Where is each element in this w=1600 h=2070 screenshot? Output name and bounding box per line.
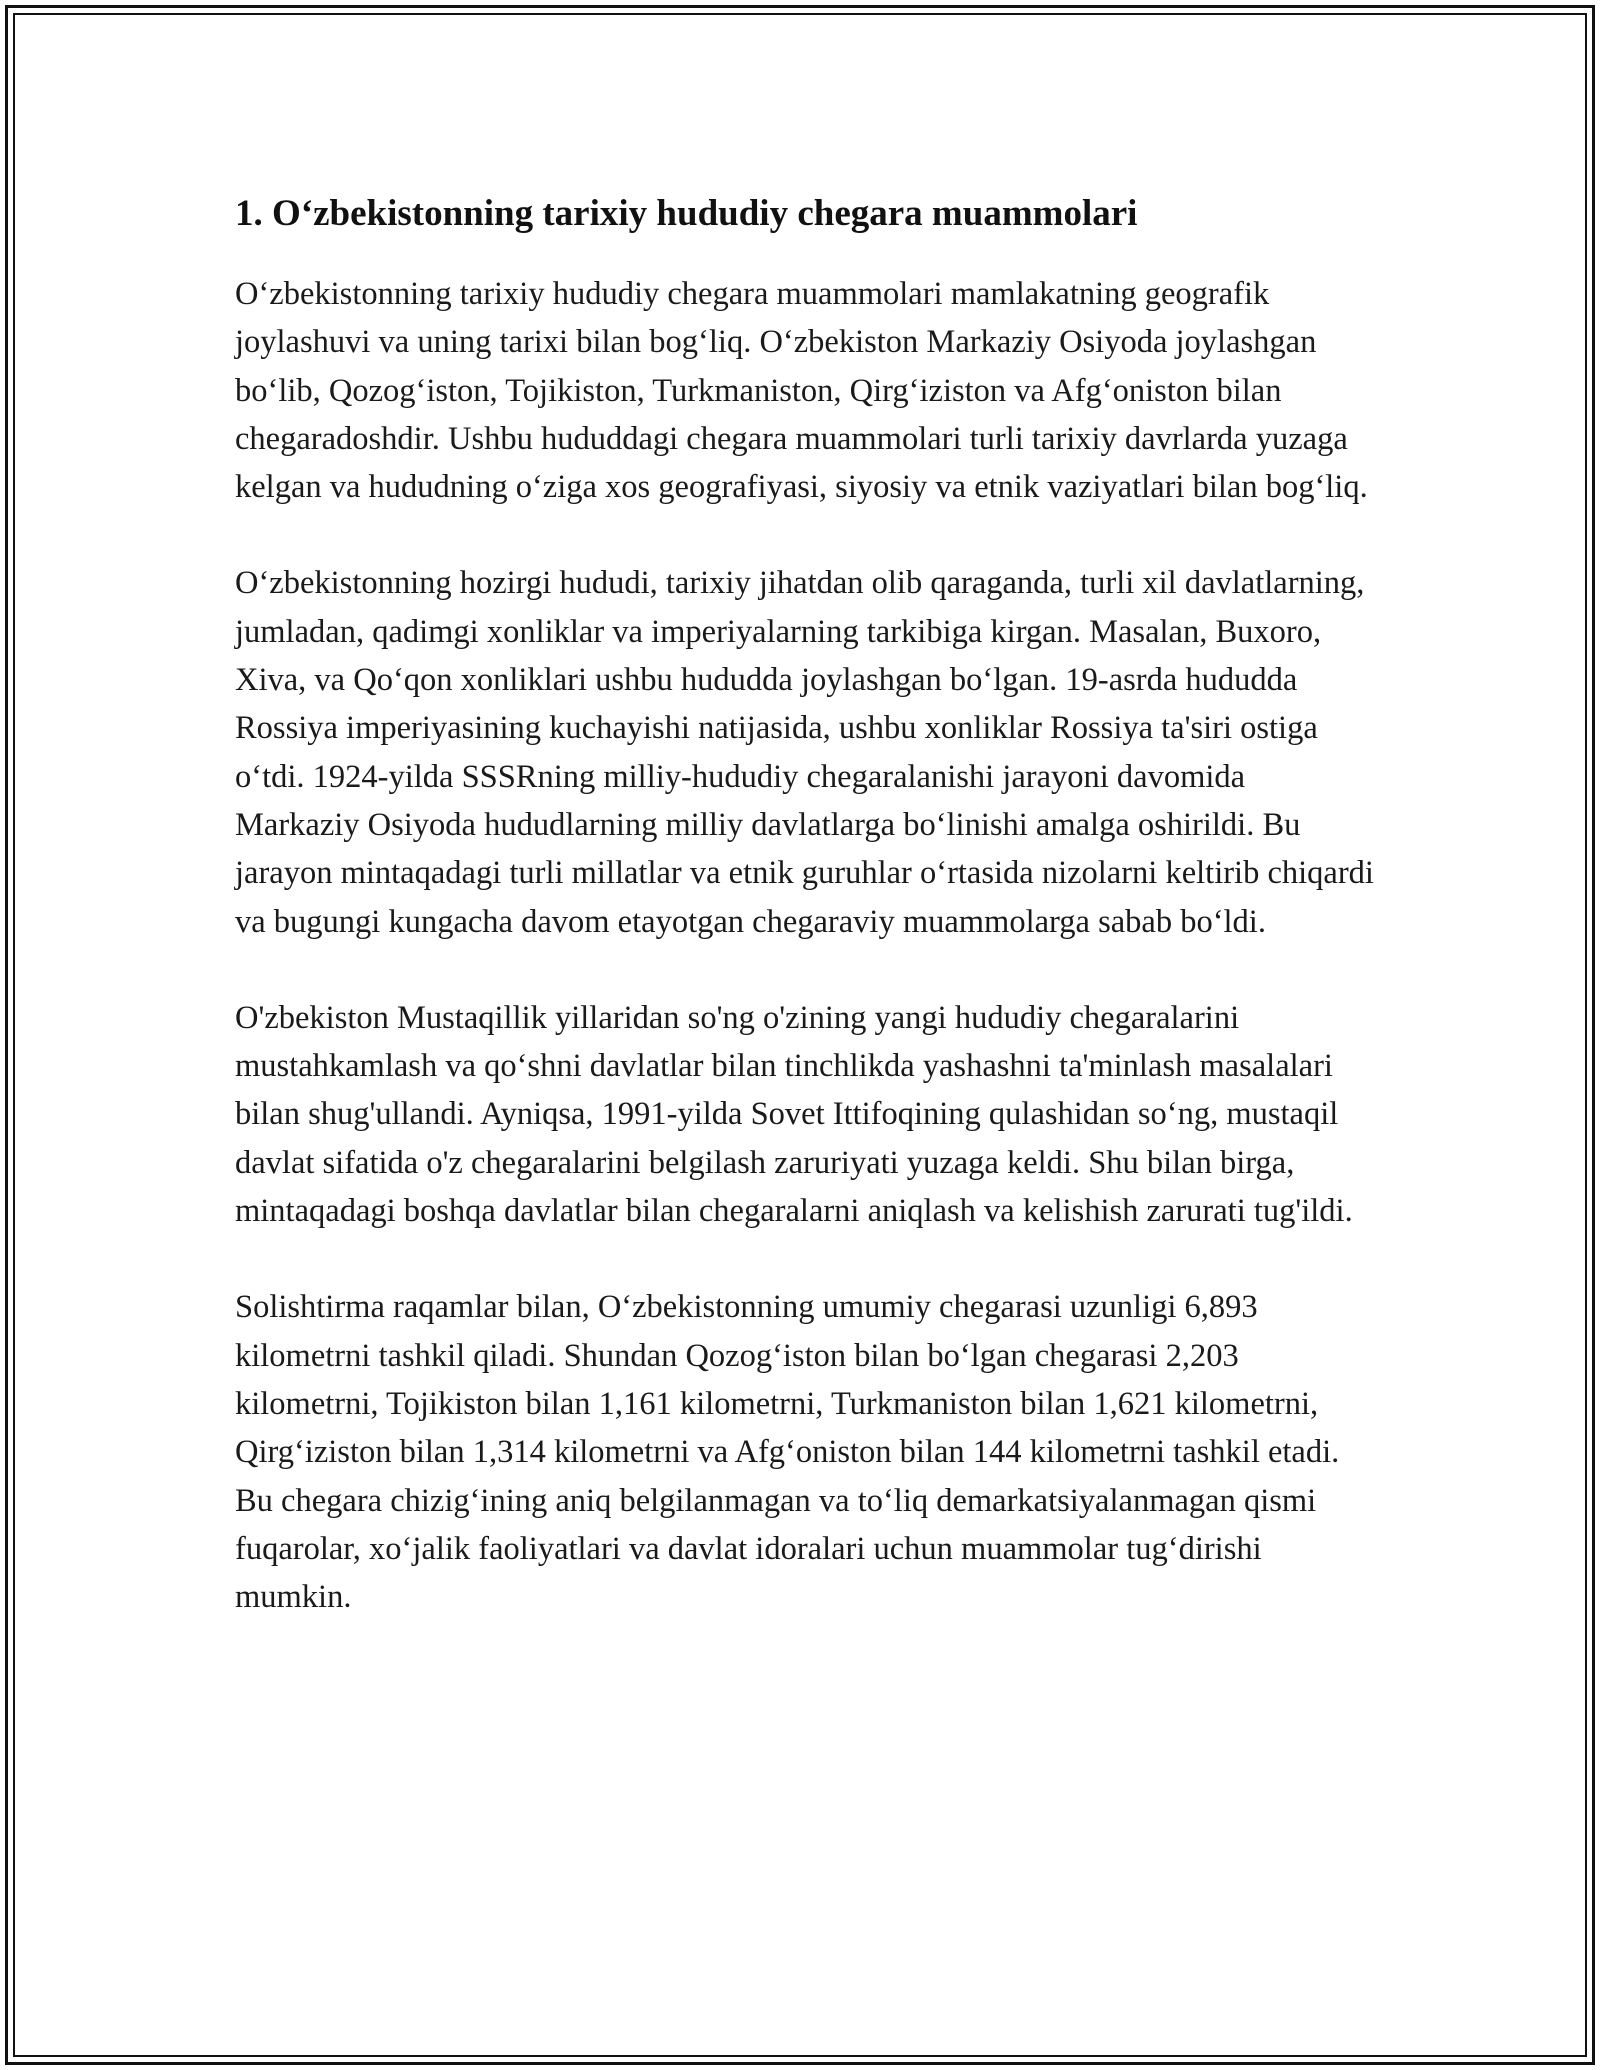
document-body xyxy=(235,188,1375,1669)
paragraph-2: O‘zbekistonning hozirgi hududi, tarixiy jihatdan olib qaraganda, turli xil davlatlarning, jumladan, qadimgi xonliklar va imperiyalarning tarkibiga kirgan. Masalan, Buxoro, Xiva, va Qo‘qon xonliklari ushbu hududda joylashgan bo‘lgan. 19-asrda hududda Rossiya imperiyasining kuchayishi natijasida, ushbu xonliklar Rossiya ta'siri ostiga o‘tdi. 1924-yilda SSSRning milliy-hududiy chegaralanishi jarayoni davomida Markaziy Osiyoda hududlarning milliy davlatlarga bo‘linishi amalga oshirildi. Bu jarayon mintaqadagi turli millatlar va etnik guruhlar o‘rtasida nizolarni keltirib chiqardi va bugungi kungacha davom etayotgan chegaraviy muammolarga sabab bo‘ldi. xyxy=(235,565,1374,940)
paragraph-3: O'zbekiston Mustaqillik yillaridan so'ng o'zining yangi hududiy chegaralarini mustahkamlash va qo‘shni davlatlar bilan tinchlikda yashashni ta'minlash masalalari bilan shug'ullandi. Ayniqsa, 1991-yilda Sovet Ittifoqining qulashidan so‘ng, mustaqil davlat sifatida o'z chegaralarini belgilash zaruriyati yuzaga keldi. Shu bilan birga, mintaqadagi boshqa davlatlar bilan chegaralarni aniqlash va kelishish zarurati tug'ildi. xyxy=(235,999,1353,1230)
section-heading: 1. O‘zbekistonning tarixiy hududiy chegara muammolari xyxy=(235,193,1138,234)
paragraph-1: O‘zbekistonning tarixiy hududiy chegara muammolari mamlakatning geografik joylashuvi va uning tarixi bilan bog‘liq. O‘zbekiston Markaziy Osiyoda joylashgan bo‘lib, Qozog‘iston, Tojikiston, Turkmaniston, Qirg‘iziston va Afg‘oniston bilan chegaradoshdir. Ushbu hududdagi chegara muammolari turli tarixiy davrlarda yuzaga kelgan va hududning o‘ziga xos geografiyasi, siyosiy va etnik vaziyatlari bilan bog‘liq. xyxy=(235,276,1368,506)
paragraph-4: Solishtirma raqamlar bilan, O‘zbekistonning umumiy chegarasi uzunligi 6,893 kilometrni tashkil qiladi. Shundan Qozog‘iston bilan bo‘lgan chegarasi 2,203 kilometrni, Tojikiston bilan 1,161 kilometrni, Turkmaniston bilan 1,621 kilometrni, Qirg‘iziston bilan 1,314 kilometrni va Afg‘oniston bilan 144 kilometrni tashkil etadi. Bu chegara chizig‘ining aniq belgilanmagan va to‘liq demarkatsiyalanmagan qismi fuqarolar, xo‘jalik faoliyatlari va davlat idoralari uchun muammolar tug‘dirishi mumkin. xyxy=(235,1289,1340,1616)
